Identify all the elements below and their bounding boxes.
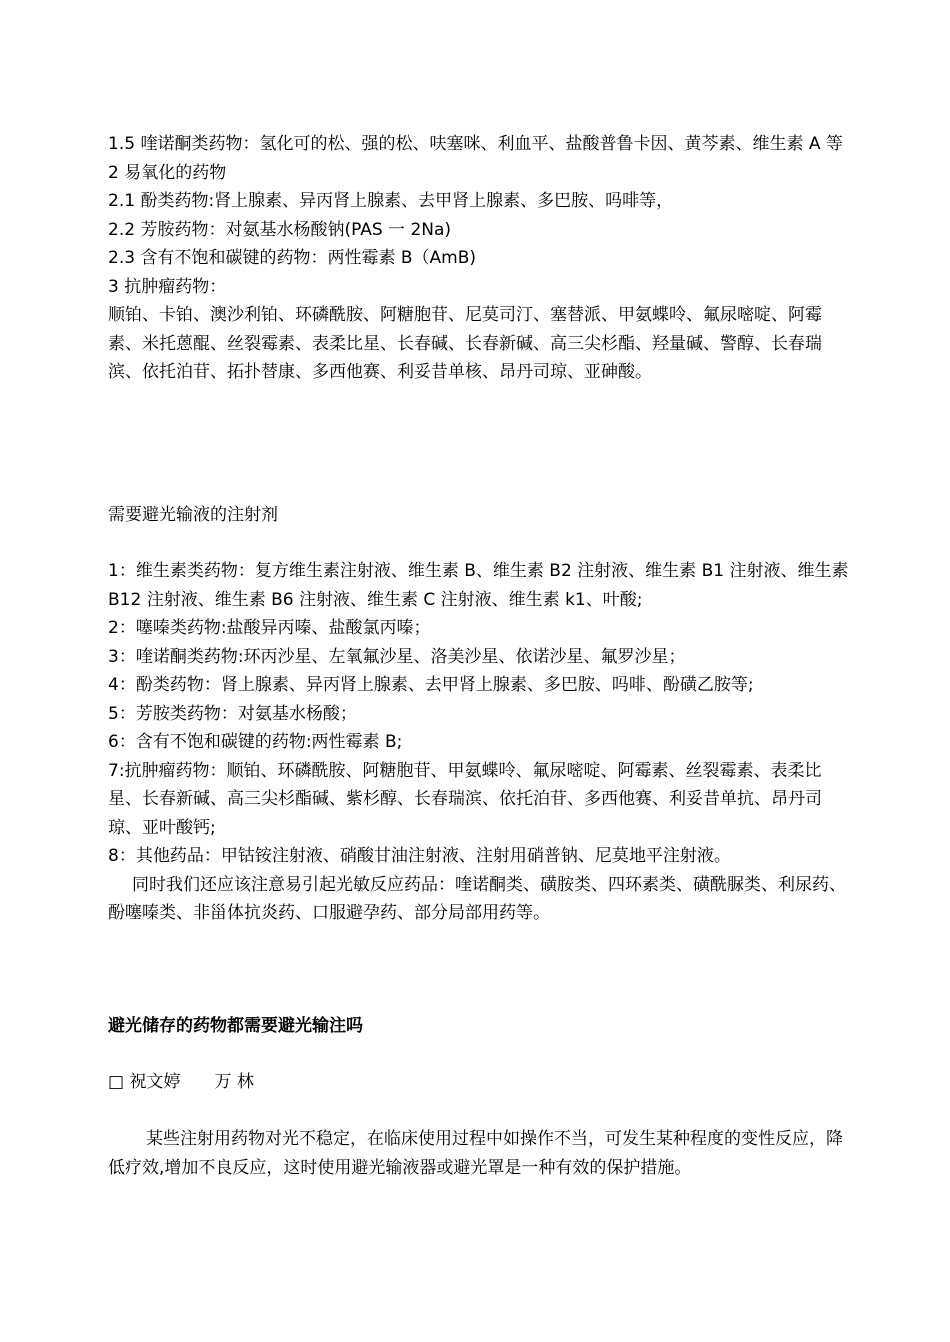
list-item-phenols: 4：酚类药物：肾上腺素、异丙肾上腺素、去甲肾上腺素、多巴胺、吗啡、酚磺乙胺等; xyxy=(108,675,754,695)
heading-oxidizable-drugs: 2 易氧化的药物 xyxy=(108,162,227,183)
paragraph-aromatic-amines: 2.2 芳胺药物：对氨基水杨酸钠(PAS 一 2Na) xyxy=(108,219,452,240)
list-item-antitumor: 7:抗肿瘤药物：顺铂、环磷酰胺、阿糖胞苷、甲氨蝶呤、氟尿嘧啶、阿霉素、丝裂霉素、表柔比星、长春新碱、高三尖杉酯碱、紫杉醇、长春瑞滨、依托泊苷、多西他赛、利妥昔单抗、昂丹司琼、亚叶酸钙; xyxy=(108,760,822,838)
list-item-unsaturated-bonds: 6：含有不饱和碳键的药物:两性霉素 B; xyxy=(108,732,403,752)
paragraph-quinolones: 1.5 喹诺酮类药物：氢化可的松、强的松、呋塞咪、利血平、盐酸普鲁卡因、黄芩素、维生素 A 等 xyxy=(108,134,843,154)
list-item-quinolones: 3：喹诺酮类药物:环丙沙星、左氧氟沙星、洛美沙星、依诺沙星、氟罗沙星； xyxy=(108,646,686,667)
section-light-sensitive-drugs xyxy=(108,130,853,387)
author-line: □ 祝文婷 万 林 xyxy=(108,1072,254,1092)
paragraph-phenols: 2.1 酚类药物:肾上腺素、异丙肾上腺素、去甲肾上腺素、多巴胺、吗啡等， xyxy=(108,191,674,211)
paragraph-unsaturated-bonds: 2.3 含有不饱和碳键的药物：两性霉素 B（AmB) xyxy=(108,248,476,268)
section-title: 需要避光输液的注射剂 xyxy=(108,505,278,525)
list-item-aromatic-amines: 5：芳胺类药物：对氨基水杨酸； xyxy=(108,703,357,724)
article-intro xyxy=(108,1125,853,1182)
paragraph-photosensitivity-note: 同时我们还应该注意易引起光敏反应药品：喹诺酮类、磺胺类、四环素类、磺酰脲类、利尿药、酚噻嗪类、非甾体抗炎药、口服避孕药、部分局部用药等。 xyxy=(108,874,846,923)
article-title: 避光储存的药物都需要避光输注吗 xyxy=(108,1016,363,1036)
list-item-vitamins: 1：维生素类药物：复方维生素注射液、维生素 B、维生素 B2 注射液、维生素 B1 注射液、维生素 B12 注射液、维生素 B6 注射液、维生素 C 注射液、维生素 k1、叶酸; xyxy=(108,561,849,610)
list-item-thiazines: 2：噻嗪类药物:盐酸异丙嗪、盐酸氯丙嗪； xyxy=(108,618,431,638)
intro-paragraph: 某些注射用药物对光不稳定，在临床使用过程中如操作不当，可发生某种程度的变性反应，降低疗效,增加不良反应，这时使用避光输液器或避光罩是一种有效的保护措施。 xyxy=(108,1129,843,1178)
section-light-protected-injections xyxy=(108,557,853,928)
section-title-article xyxy=(108,1012,853,1041)
list-item-others: 8：其他药品：甲钴铵注射液、硝酸甘油注射液、注射用硝普钠、尼莫地平注射液。 xyxy=(108,846,731,866)
paragraph-antitumor-list: 顺铂、卡铂、澳沙利铂、环磷酰胺、阿糖胞苷、尼莫司汀、塞替派、甲氨蝶呤、氟尿嘧啶、阿霉素、米托蒽醌、丝裂霉素、表柔比星、长春碱、长春新碱、高三尖杉酯、羟量碱、警醇、长春瑞滨、依托泊苷、拓扑替康、多西他赛、利妥昔单核、昂丹司琼、亚砷酸。 xyxy=(108,305,822,382)
heading-antitumor-drugs: 3 抗肿瘤药物： xyxy=(108,276,227,297)
section-title-light-protected-infusion xyxy=(108,501,853,530)
article-authors xyxy=(108,1068,853,1097)
